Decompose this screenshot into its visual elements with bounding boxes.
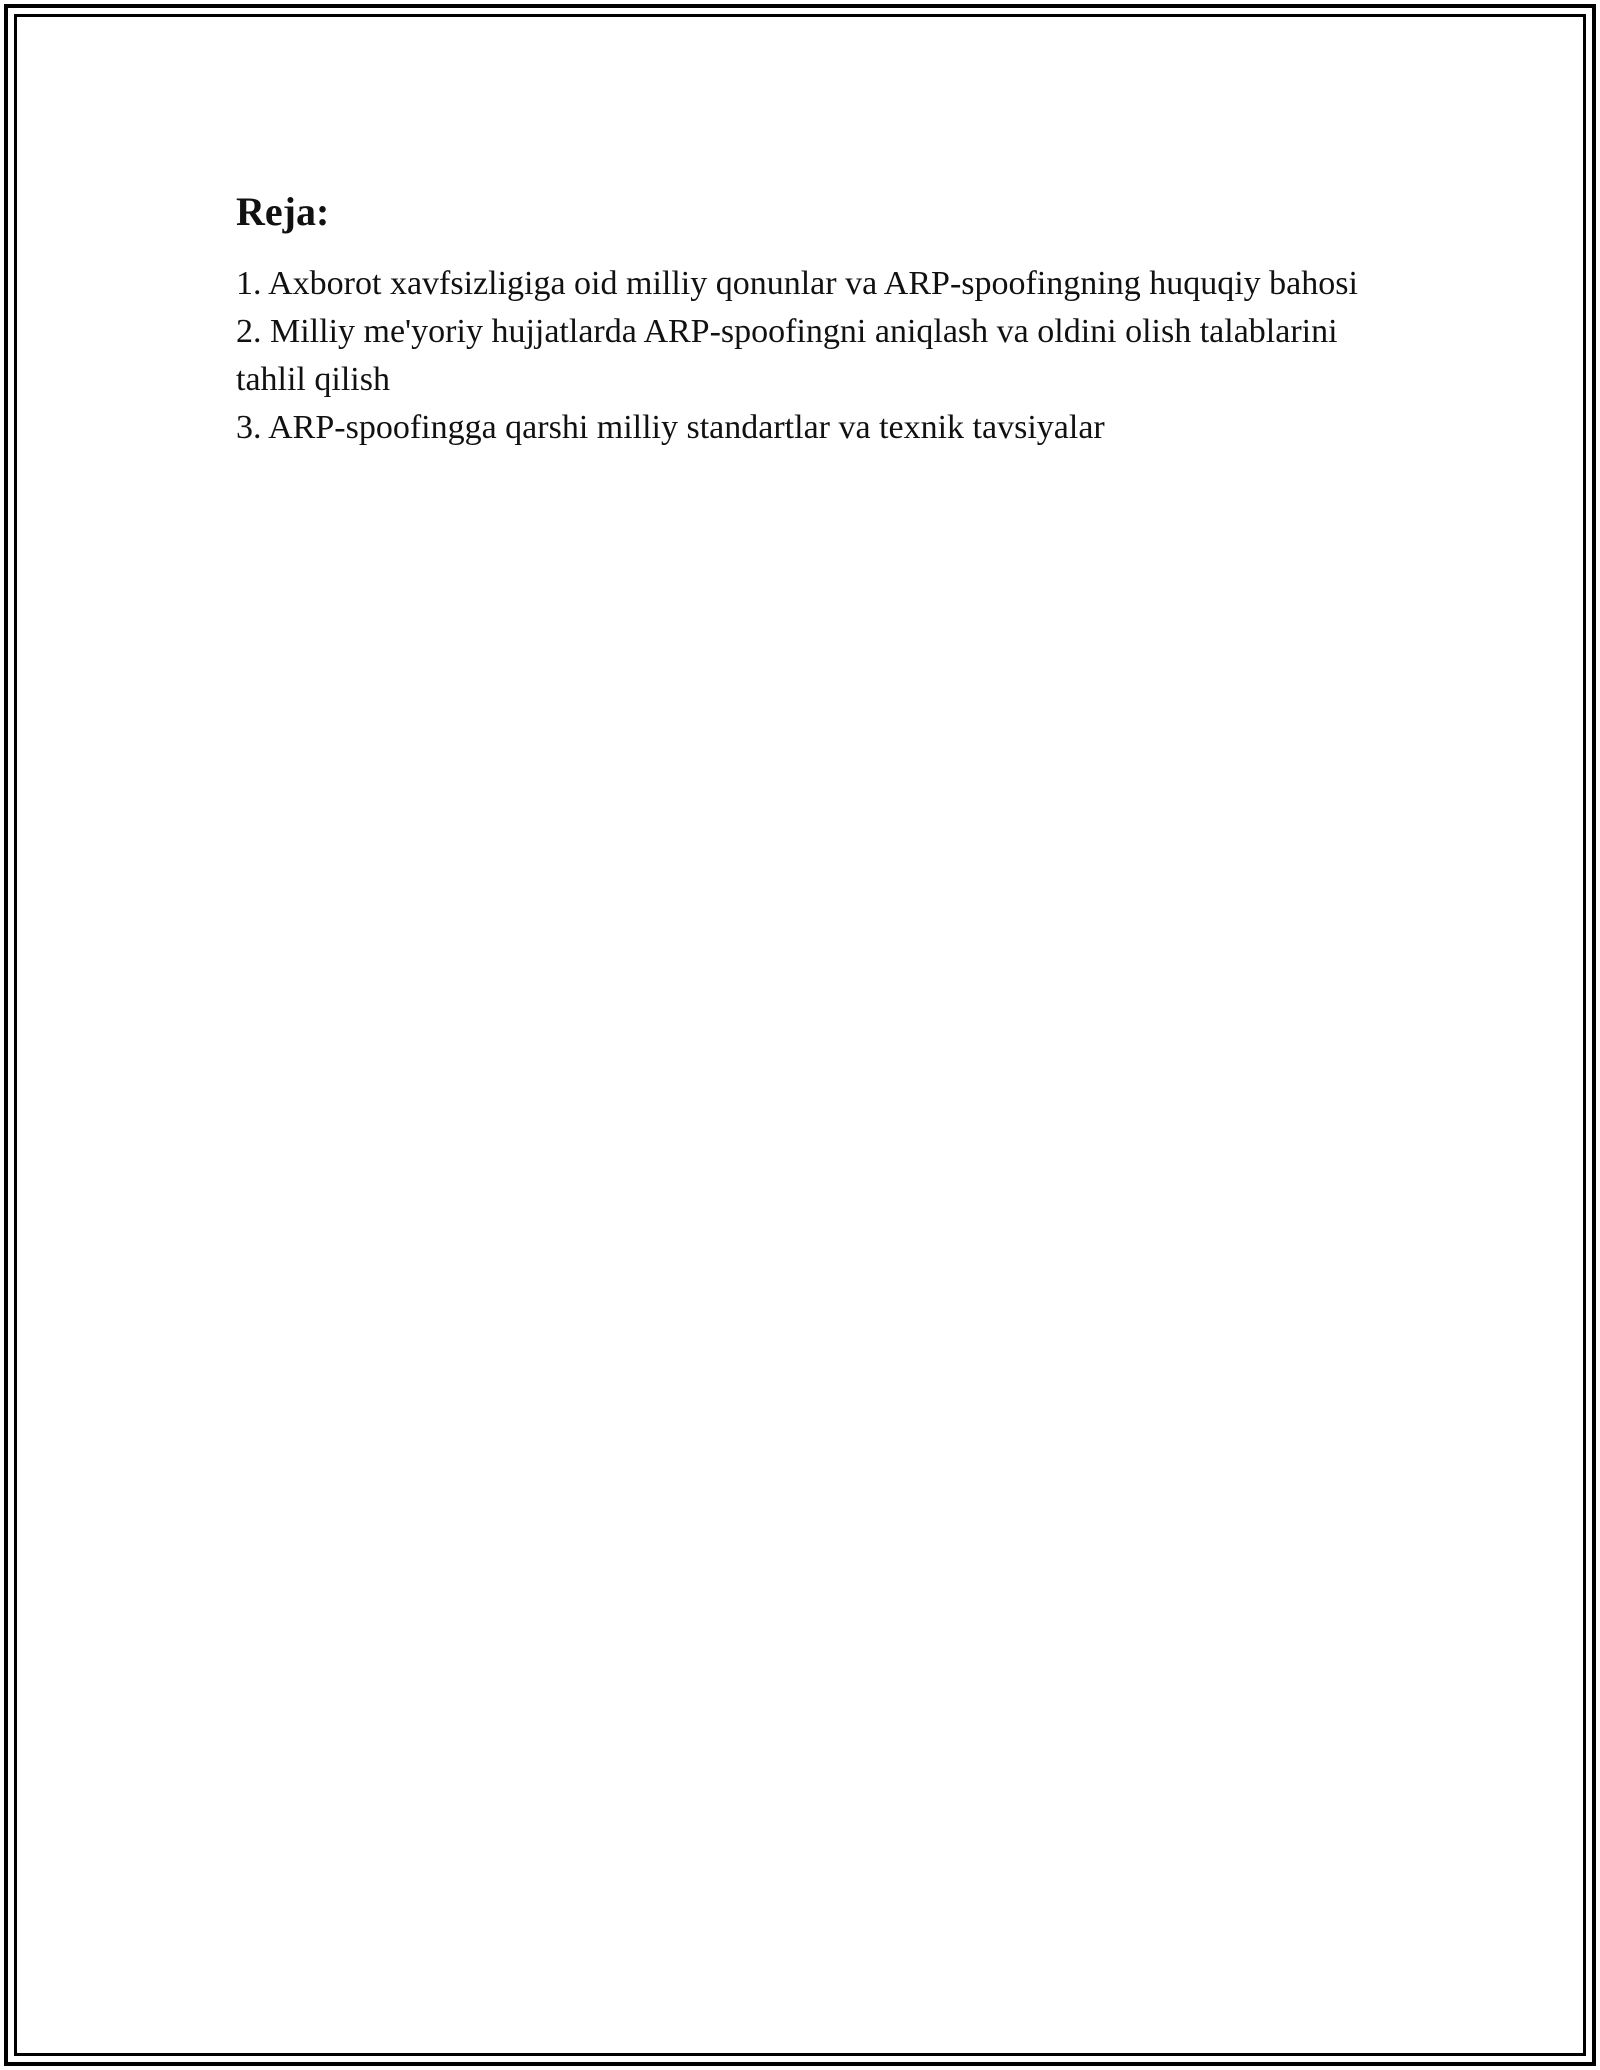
plan-item-2: 2. Milliy me'yoriy hujjatlarda ARP-spoofingni aniqlash va oldini olish talablarini tahlil qilish <box>236 313 1338 398</box>
plan-title: Reja: <box>236 189 330 234</box>
plan-list <box>236 260 1386 452</box>
plan-item-3: 3. ARP-spoofingga qarshi milliy standartlar va texnik tavsiyalar <box>236 409 1105 446</box>
page-content <box>236 186 1386 452</box>
plan-item-1: 1. Axborot xavfsizligiga oid milliy qonunlar va ARP-spoofingning huquqiy bahosi <box>236 265 1358 302</box>
